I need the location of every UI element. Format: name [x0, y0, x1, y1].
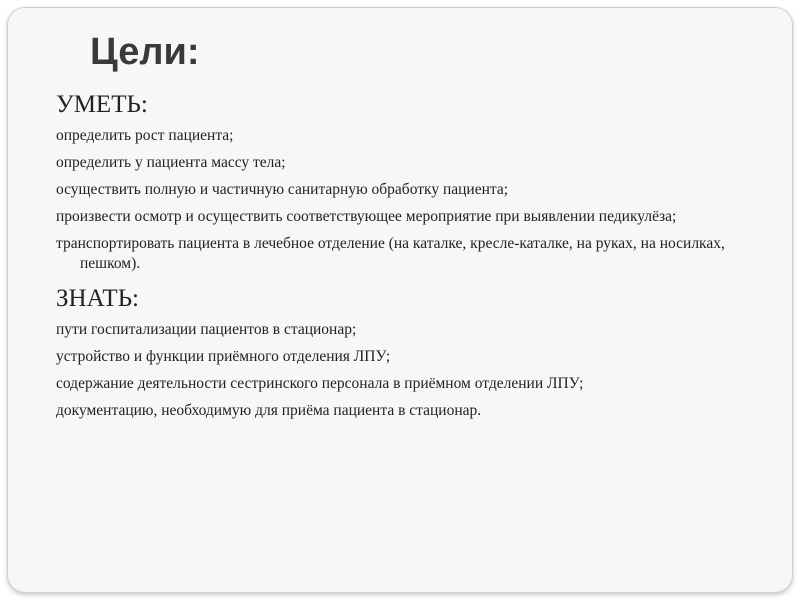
slide-content — [56, 90, 756, 428]
list-item: устройство и функции приёмного отделения ЛПУ; — [56, 348, 391, 365]
section-heading-znat: ЗНАТЬ: — [56, 285, 140, 312]
list-item: определить рост пациента; — [56, 127, 234, 144]
slide-frame — [7, 7, 793, 593]
znat-list — [56, 320, 756, 421]
list-item: документацию, необходимую для приёма пациента в стационар. — [56, 402, 482, 419]
list-item: осуществить полную и частичную санитарную обработку пациента; — [56, 181, 509, 198]
list-item: транспортировать пациента в лечебное отделение (на каталке, кресле-каталке, на руках, на носилках, пешком). — [56, 235, 725, 272]
list-item: произвести осмотр и осуществить соответствующее мероприятие при выявлении педикулёза; — [56, 208, 677, 225]
section-heading-umet: УМЕТЬ: — [56, 91, 148, 118]
slide-title: Цели: — [90, 31, 200, 73]
list-item: определить у пациента массу тела; — [56, 154, 286, 171]
list-item: содержание деятельности сестринского персонала в приёмном отделении ЛПУ; — [56, 375, 584, 392]
list-item: пути госпитализации пациентов в стационар; — [56, 321, 357, 338]
umet-list — [56, 126, 756, 274]
